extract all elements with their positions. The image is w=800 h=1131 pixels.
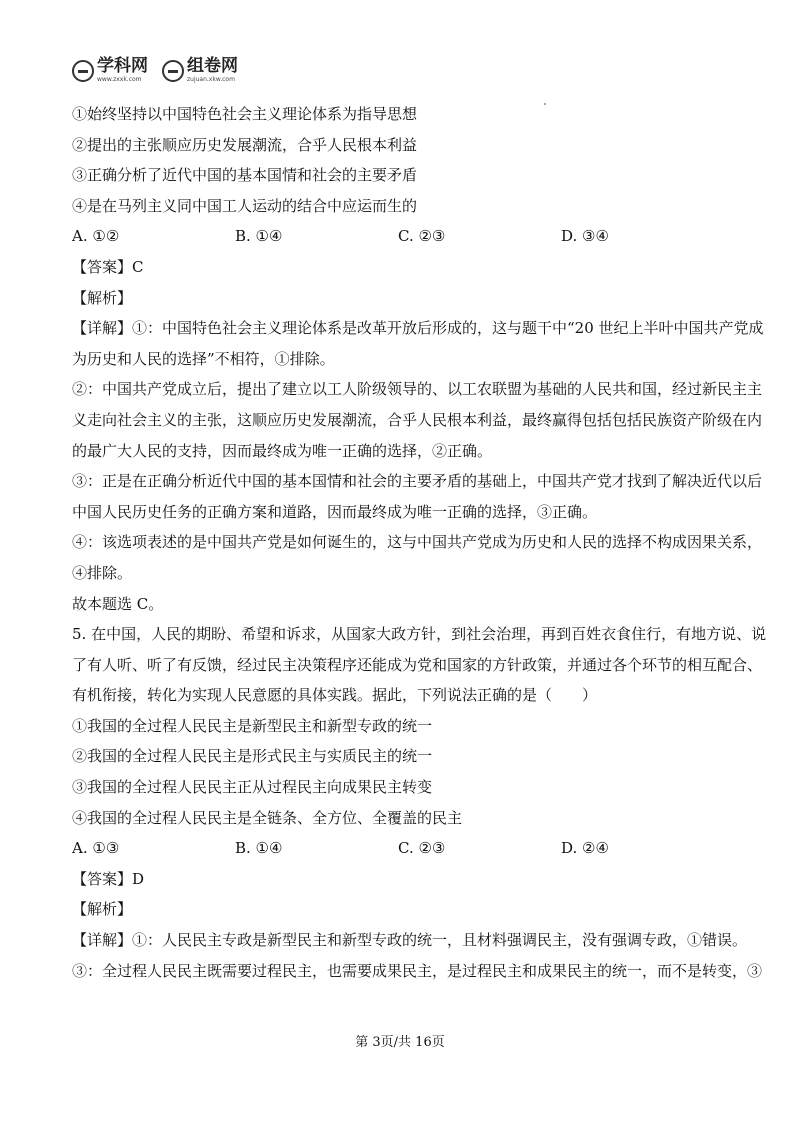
zujuanwang-url: zujuan.xkw.com xyxy=(187,76,235,83)
q4-detail-line: 【详解】①：中国特色社会主义理论体系是改革开放后形成的，这与题干中“20 世纪上半叶中国共产党成 xyxy=(72,319,764,338)
q4-option-d: D. ③④ xyxy=(561,227,609,246)
q4-conclusion: 故本题选 C。 xyxy=(72,594,164,613)
q4-item-2: ②提出的主张顺应历史发展潮流，合乎人民根本利益 xyxy=(72,135,418,154)
q4-detail-line: 中国人民历史任务的正确方案和道路，因而最终成为唯一正确的选择，③正确。 xyxy=(72,502,598,521)
zujuanwang-logo xyxy=(162,58,238,83)
zujuanwang-name: 组卷网 xyxy=(187,56,238,76)
q4-option-b: B. ①④ xyxy=(235,227,283,246)
q5-options xyxy=(72,833,732,864)
xuekewang-url: www.zxxk.com xyxy=(97,76,142,83)
q5-option-d: D. ②④ xyxy=(561,839,609,858)
page-number: 第 3页/共 16页 xyxy=(355,1035,445,1050)
q5-item-3: ③我国的全过程人民民主正从过程民主向成果民主转变 xyxy=(72,778,433,797)
q4-detail-line: ④：该选项表述的是中国共产党是如何诞生的，这与中国共产党成为历史和人民的选择不构成因果关系， xyxy=(72,533,763,552)
xuekewang-name: 学科网 xyxy=(97,56,148,76)
q4-options xyxy=(72,221,732,252)
q4-detail-line: ②：中国共产党成立后，提出了建立以工人阶级领导的、以工农联盟为基础的人民共和国，经过新民主主 xyxy=(72,380,763,399)
q4-answer: 【答案】C xyxy=(72,257,144,276)
q5-detail-line: 【详解】①：人民民主专政是新型民主和新型专政的统一，且材料强调民主，没有强调专政，①错误。 xyxy=(72,931,748,950)
q4-option-a: A. ①② xyxy=(72,227,120,246)
xuekewang-logo xyxy=(72,58,148,83)
q4-option-c: C. ②③ xyxy=(398,227,446,246)
q5-item-4: ④我国的全过程人民民主是全链条、全方位、全覆盖的民主 xyxy=(72,808,463,827)
q4-analysis-label: 【解析】 xyxy=(72,288,133,307)
q5-option-c: C. ②③ xyxy=(398,839,446,858)
q4-detail-line: 为历史和人民的选择”不相符，①排除。 xyxy=(72,349,335,368)
q5-option-a: A. ①③ xyxy=(72,839,120,858)
q4-item-1: ①始终坚持以中国特色社会主义理论体系为指导思想 xyxy=(72,105,418,123)
q5-stem-line: 了有人听、听了有反馈，经过民主决策程序还能成为党和国家的方针政策，并通过各个环节的相互配合、 xyxy=(72,655,763,674)
q5-item-2: ②我国的全过程人民民主是形式民主与实质民主的统一 xyxy=(72,747,433,766)
q5-stem-line: 5. 在中国，人民的期盼、希望和诉求，从国家大政方针，到社会治理，再到百姓衣食住行，有地方说、说 xyxy=(72,625,767,644)
q5-detail-line: ③：全过程人民民主既需要过程民主，也需要成果民主，是过程民主和成果民主的统一，而不是转变，③ xyxy=(72,961,763,980)
q5-answer: 【答案】D xyxy=(72,869,145,888)
zujuanwang-logo-icon xyxy=(162,60,184,82)
q5-stem-line: 有机衔接，转化为实现人民意愿的具体实践。据此，下列说法正确的是（ ） xyxy=(72,686,598,705)
header-logos xyxy=(72,58,238,88)
q4-detail-line: 义走向社会主义的主张，这顺应历史发展潮流，合乎人民根本利益，最终赢得包括包括民族资产阶级在内 xyxy=(72,410,763,429)
q5-item-1: ①我国的全过程人民民主是新型民主和新型专政的统一 xyxy=(72,716,433,735)
q5-analysis-label: 【解析】 xyxy=(72,900,133,919)
q5-option-b: B. ①④ xyxy=(235,839,283,858)
page-content xyxy=(72,99,767,986)
q4-item-3: ③正确分析了近代中国的基本国情和社会的主要矛盾 xyxy=(72,166,418,185)
xuekewang-logo-icon xyxy=(72,60,94,82)
q4-detail-line: ④排除。 xyxy=(72,563,133,582)
q4-detail-line: 的最广大人民的支持，因而最终成为唯一正确的选择，②正确。 xyxy=(72,441,493,460)
q4-detail-line: ③：正是在正确分析近代中国的基本国情和社会的主要矛盾的基础上，中国共产党才找到了解决近代以后 xyxy=(72,472,763,491)
q4-item-4: ④是在马列主义同中国工人运动的结合中应运而生的 xyxy=(72,196,418,215)
